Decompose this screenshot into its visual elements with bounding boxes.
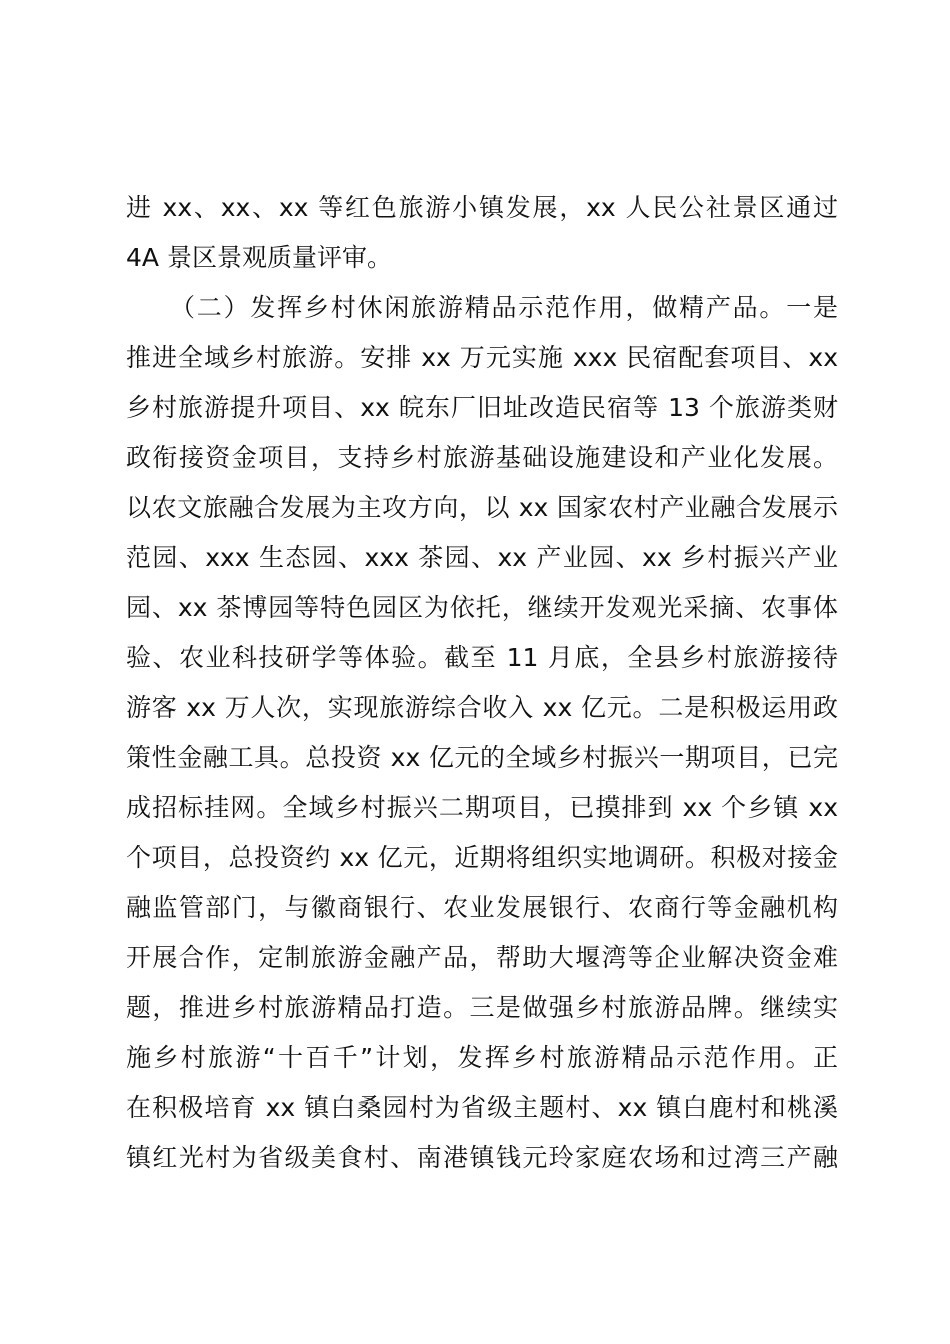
text-line: 镇红光村为省级美食村、南港镇钱元玲家庭农场和过湾三产融: [126, 1143, 838, 1172]
text-line: 成招标挂网。全域乡村振兴二期项目，已摸排到 xx 个乡镇 xx: [126, 793, 838, 822]
text-line: 在积极培育 xx 镇白桑园村为省级主题村、xx 镇白鹿村和桃溪: [126, 1093, 838, 1122]
section-heading-line: （二）发挥乡村休闲旅游精品示范作用，做精产品。一是: [170, 293, 838, 322]
text-line: 游客 xx 万人次，实现旅游综合收入 xx 亿元。二是积极运用政: [126, 693, 838, 722]
text-line: 4A 景区景观质量评审。: [126, 243, 392, 272]
text-line: 园、xx 茶博园等特色园区为依托，继续开发观光采摘、农事体: [126, 593, 838, 622]
text-line: 乡村旅游提升项目、xx 皖东厂旧址改造民宿等 13 个旅游类财: [126, 393, 838, 422]
text-line: 验、农业科技研学等体验。截至 11 月底，全县乡村旅游接待: [126, 643, 838, 672]
body-text: [126, 183, 838, 1183]
text-line: 策性金融工具。总投资 xx 亿元的全域乡村振兴一期项目，已完: [126, 743, 838, 772]
text-line: 进 xx、xx、xx 等红色旅游小镇发展，xx 人民公社景区通过: [126, 193, 838, 222]
text-line: 个项目，总投资约 xx 亿元，近期将组织实地调研。积极对接金: [126, 843, 838, 872]
text-line: 施乡村旅游“十百千”计划，发挥乡村旅游精品示范作用。正: [126, 1043, 838, 1072]
text-line: 推进全域乡村旅游。安排 xx 万元实施 xxx 民宿配套项目、xx: [126, 343, 838, 372]
text-line: 以农文旅融合发展为主攻方向，以 xx 国家农村产业融合发展示: [126, 493, 838, 522]
text-line: 开展合作，定制旅游金融产品，帮助大堰湾等企业解决资金难: [126, 943, 838, 972]
text-line: 融监管部门，与徽商银行、农业发展银行、农商行等金融机构: [126, 893, 838, 922]
text-line: 题，推进乡村旅游精品打造。三是做强乡村旅游品牌。继续实: [126, 993, 838, 1022]
text-line: 政衔接资金项目，支持乡村旅游基础设施建设和产业化发展。: [126, 443, 838, 472]
text-line: 范园、xxx 生态园、xxx 茶园、xx 产业园、xx 乡村振兴产业: [126, 543, 838, 572]
